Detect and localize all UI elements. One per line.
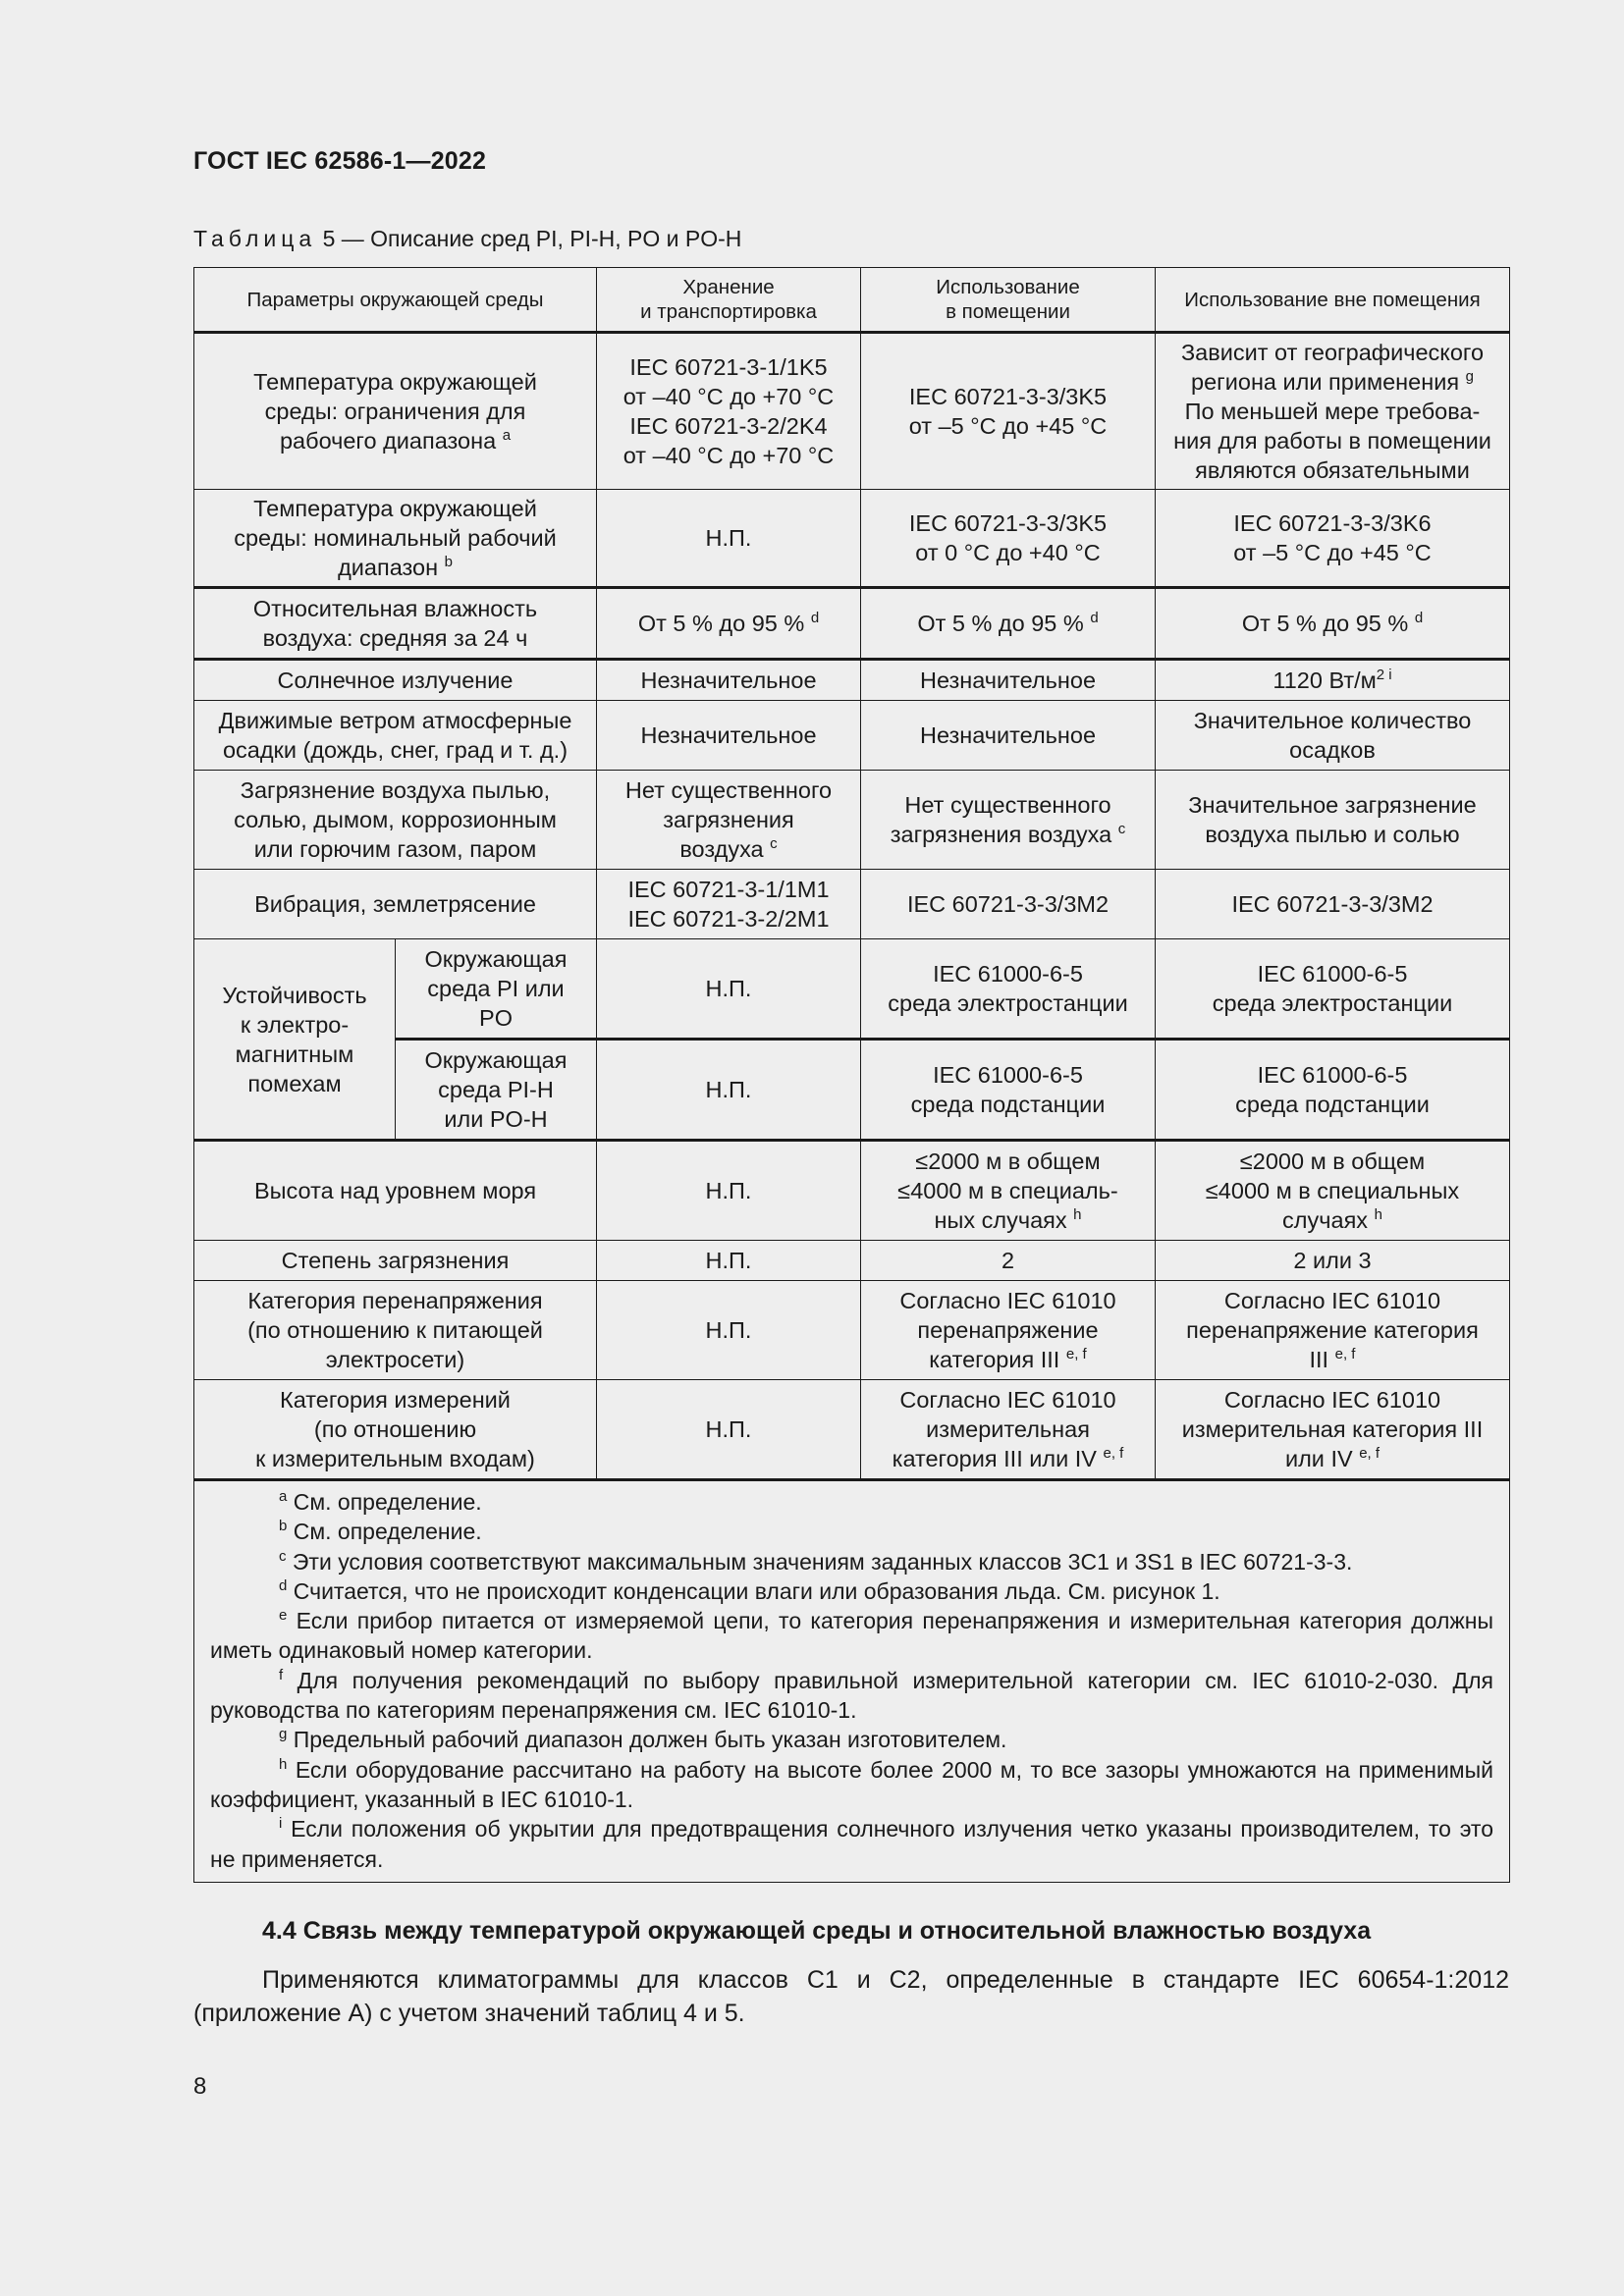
cell-storage: IEC 60721-3-1/1K5 от –40 °C до +70 °C IEC 60721-3-2/2K4 от –40 °C до +70 °C xyxy=(597,333,861,490)
table-caption-label: Таблица xyxy=(193,226,317,251)
table-row-precipitation xyxy=(194,701,1510,771)
cell-indoor: IEC 61000-6-5 среда подстанции xyxy=(861,1040,1156,1141)
cell-storage: Н.П. xyxy=(597,1281,861,1380)
cell-indoor: Согласно IEC 61010 измерительная категория III или IV $^{e, f}$ xyxy=(861,1380,1156,1480)
cell-param: Температура окружающей среды: номинальный рабочий диапазон $^b$ xyxy=(194,490,597,588)
cell-param: Движимые ветром атмосферные осадки (дождь, снег, град и т. д.) xyxy=(194,701,597,771)
cell-indoor: IEC 60721-3-3/3M2 xyxy=(861,870,1156,939)
table-caption xyxy=(193,226,741,252)
table-row-air-pollution xyxy=(194,771,1510,870)
cell-storage: Незначительное xyxy=(597,701,861,771)
cell-storage: Н.П. xyxy=(597,1040,861,1141)
footnote: $^d$ Считается, что не происходит конденсации влаги или образования льда. См. рисунок 1. xyxy=(279,1576,1220,1604)
cell-storage: Н.П. xyxy=(597,1380,861,1480)
cell-outdoor: ≤2000 м в общем ≤4000 м в специальных случаях $^h$ xyxy=(1156,1141,1510,1241)
header-storage: Хранение и транспортировка xyxy=(597,268,861,333)
cell-indoor: IEC 60721-3-3/3K5 от 0 °C до +40 °C xyxy=(861,490,1156,588)
cell-outdoor: IEC 61000-6-5 среда электростанции xyxy=(1156,939,1510,1040)
footnote: $^c$ Эти условия соответствуют максимальным значениям заданных классов 3C1 и 3S1 в IEC 60721-3-3. xyxy=(279,1547,1353,1575)
cell-param: Категория перенапряжения (по отношению к питающей электросети) xyxy=(194,1281,597,1380)
cell-indoor: Согласно IEC 61010 перенапряжение категория III $^{e, f}$ xyxy=(861,1281,1156,1380)
cell-outdoor: 1120 $Вт/м^{2 i}$ xyxy=(1156,660,1510,701)
cell-outdoor: Значительное количество осадков xyxy=(1156,701,1510,771)
header-indoor: Использование в помещении xyxy=(861,268,1156,333)
cell-outdoor: Значительное загрязнение воздуха пылью и солью xyxy=(1156,771,1510,870)
cell-storage: Н.П. xyxy=(597,939,861,1040)
cell-param: Степень загрязнения xyxy=(194,1241,597,1281)
cell-param: Температура окружающей среды: ограничения для рабочего диапазона $^a$ xyxy=(194,333,597,490)
cell-indoor: Нет существенного загрязнения воздуха $^c$ xyxy=(861,771,1156,870)
table-row-solar-radiation xyxy=(194,660,1510,701)
footnote: $^e$ Если прибор питается от измеряемой цепи, то категория перенапряжения и измерительная категория должны иметь одинаковый номер категории. xyxy=(210,1607,1493,1664)
footnote: $^g$ Предельный рабочий диапазон должен быть указан изготовителем. xyxy=(279,1726,1007,1753)
table-row-temperature-limits xyxy=(194,333,1510,490)
footnote: $^f$ Для получения рекомендаций по выбору правильной измерительной категории см. IEC 61010-2-030. Для руководства по категориям перенапряжения см. IEC 61010-1. xyxy=(210,1666,1493,1724)
cell-indoor: Незначительное xyxy=(861,701,1156,771)
cell-storage: Незначительное xyxy=(597,660,861,701)
table-row-humidity xyxy=(194,588,1510,660)
table-row-altitude xyxy=(194,1141,1510,1241)
cell-indoor: Незначительное xyxy=(861,660,1156,701)
header-param: Параметры окружающей среды xyxy=(194,268,597,333)
cell-param: Солнечное излучение xyxy=(194,660,597,701)
cell-subparam: Окружающая среда PI или PO xyxy=(396,939,597,1040)
cell-storage: От 5 % до 95 % $^d$ xyxy=(597,588,861,660)
cell-indoor: IEC 60721-3-3/3K5 от –5 °C до +45 °C xyxy=(861,333,1156,490)
table-row-measurement-category xyxy=(194,1380,1510,1480)
footnote: $^i$ Если положения об укрытии для предотвращения солнечного излучения четко указаны производителем, то это не применяется. xyxy=(210,1815,1493,1872)
cell-outdoor: IEC 60721-3-3/3M2 xyxy=(1156,870,1510,939)
cell-storage: Н.П. xyxy=(597,1141,861,1241)
cell-param: Высота над уровнем моря xyxy=(194,1141,597,1241)
cell-param: Относительная влажность воздуха: средняя за 24 ч xyxy=(194,588,597,660)
cell-outdoor: Согласно IEC 61010 измерительная категория III или IV $^{e, f}$ xyxy=(1156,1380,1510,1480)
cell-subparam: Окружающая среда PI-H или PO-H xyxy=(396,1040,597,1141)
cell-param: Загрязнение воздуха пылью, солью, дымом, коррозионным или горючим газом, паром xyxy=(194,771,597,870)
table-row-vibration xyxy=(194,870,1510,939)
cell-storage: Н.П. xyxy=(597,1241,861,1281)
cell-storage: Н.П. xyxy=(597,490,861,588)
cell-indoor: ≤2000 м в общем ≤4000 м в специаль- ных случаях $^h$ xyxy=(861,1141,1156,1241)
cell-param: Вибрация, землетрясение xyxy=(194,870,597,939)
cell-indoor: IEC 61000-6-5 среда электростанции xyxy=(861,939,1156,1040)
cell-indoor: 2 xyxy=(861,1241,1156,1281)
section-heading: 4.4 Связь между температурой окружающей среды и относительной влажностью воздуха xyxy=(262,1917,1372,1945)
cell-storage: IEC 60721-3-1/1M1 IEC 60721-3-2/2M1 xyxy=(597,870,861,939)
footnote: $^h$ Если оборудование рассчитано на работу на высоте более 2000 м, то все зазоры умножаются на применимый коэффициент, указанный в IEC 61010-1. xyxy=(210,1755,1493,1812)
cell-outdoor: IEC 60721-3-3/3K6 от –5 °C до +45 °C xyxy=(1156,490,1510,588)
header-outdoor: Использование вне помещения xyxy=(1156,268,1510,333)
table-footnotes xyxy=(194,1480,1510,1883)
footnote: $^b$ См. определение. xyxy=(279,1518,482,1545)
table-row-overvoltage-category xyxy=(194,1281,1510,1380)
cell-outdoor: 2 или 3 xyxy=(1156,1241,1510,1281)
cell-indoor: От 5 % до 95 % $^d$ xyxy=(861,588,1156,660)
table-header-row xyxy=(194,268,1510,333)
environment-table xyxy=(193,267,1510,1883)
cell-outdoor: Согласно IEC 61010 перенапряжение категория III $^{e, f}$ xyxy=(1156,1281,1510,1380)
cell-param: Категория измерений (по отношению к измерительным входам) xyxy=(194,1380,597,1480)
cell-outdoor: Зависит от географического региона или применения $^g$ По меньшей мере требова- ния для работы в помещении являются обязательными xyxy=(1156,333,1510,490)
cell-storage: Нет существенного загрязнения воздуха $^c$ xyxy=(597,771,861,870)
cell-param-emc: Устойчивость к электро- магнитным помехам xyxy=(194,939,396,1141)
table-row-pollution-degree xyxy=(194,1241,1510,1281)
page-number: 8 xyxy=(193,2073,207,2100)
cell-outdoor: От 5 % до 95 % $^d$ xyxy=(1156,588,1510,660)
table-row-emc-pi-po xyxy=(194,939,1510,1040)
footnote: $^a$ См. определение. xyxy=(279,1488,482,1515)
document-code: ГОСТ IEC 62586-1—2022 xyxy=(193,147,487,175)
cell-outdoor: IEC 61000-6-5 среда подстанции xyxy=(1156,1040,1510,1141)
table-row-temperature-nominal xyxy=(194,490,1510,588)
table-notes-row xyxy=(194,1480,1510,1883)
section-paragraph: Применяются климатограммы для классов C1 и C2, определенные в стандарте IEC 60654-1:2012 (приложение A) с учетом значений таблиц 4 и 5. xyxy=(193,1966,1509,2027)
table-caption-title: 5 — Описание сред PI, PI-H, PO и PO-H xyxy=(316,226,742,251)
